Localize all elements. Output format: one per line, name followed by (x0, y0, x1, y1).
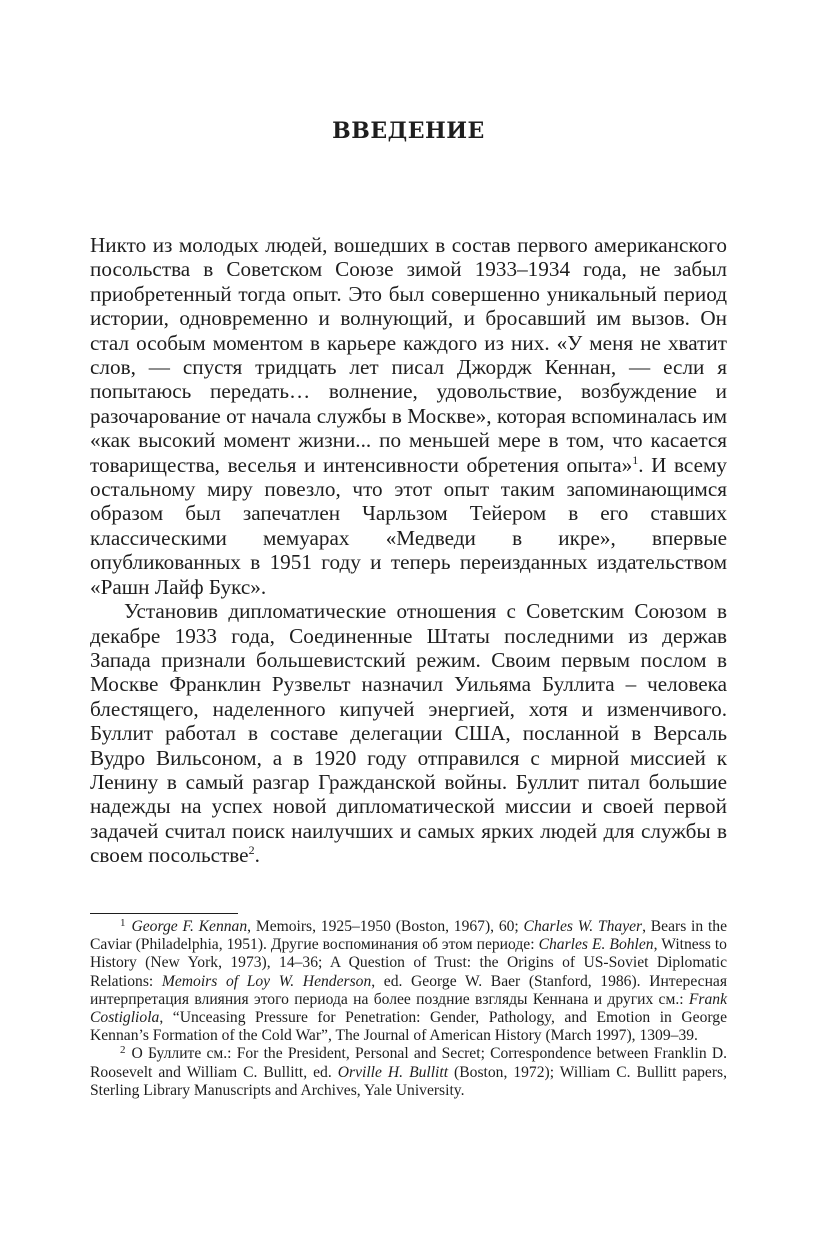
footnote-author: George F. Kennan (131, 918, 248, 935)
paragraph-2-text: Установив дипломатические отношения с Советским Союзом в декабре 1933 года, Соединенные Штаты последними из держав Запада признали большевистский режим. Своим первым послом в Москве Франклин Рузвельт назначил Уильяма Буллита – человека блестящего, наделенного кипучей энергией, хотя и изменчивого. Буллит работал в составе делегации США, посланной в Версаль Вудро Вильсоном, а в 1920 году отправился с мирной миссией к Ленину в самый разгар Гражданской войны. Буллит питал большие надежды на успех новой дипломатической миссии и своей первой задачей считал поиск наилучших и самых ярких людей для службы в своем посольстве (90, 599, 727, 868)
footnote-2-number: 2 (120, 1044, 126, 1057)
footnote-ref-1[interactable]: 1 (632, 452, 639, 467)
footnote-text: , Bears in the Caviar (Philadelphia, 1951). Другие воспоминания об этом периоде: (90, 918, 727, 954)
paragraph-1 (90, 233, 727, 599)
footnote-text: О Буллите см.: For the President, Personal and Secret; Correspondence between Franklin D. Roosevelt and William C. Bullitt, ed. (90, 1045, 727, 1081)
paragraph-2-text-end: . (254, 843, 260, 868)
body-text (90, 233, 727, 868)
footnote-text: (Boston, 1972); William C. Bullitt papers, Sterling Library Manuscripts and Archives, Yale University. (90, 1063, 727, 1099)
footnote-author: Charles E. Bohlen (538, 936, 654, 954)
footnote-text: , ed. George W. Baer (Stanford, 1986). Интересная интерпретация влияния этого периода на более поздние взгляды Кеннана и других см.: (90, 972, 728, 1008)
footnote-text: , “Unceasing Pressure for Penetration: Gender, Pathology, and Emotion in George Kennan’s Formation of the Cold War”, The Journal of American History (March 1997), 1309–39. (90, 1009, 727, 1045)
footnote-ref-2[interactable]: 2 (248, 843, 255, 858)
footnote-1-number: 1 (120, 917, 126, 929)
footnotes (90, 918, 727, 1100)
footnote-author: Charles W. Thayer (523, 918, 643, 935)
footnote-author: Orville H. Bullitt (337, 1063, 449, 1081)
book-page (90, 0, 727, 1241)
paragraph-1-text-cont: . И всему остальному миру повезло, что этот опыт таким запоминающимся образом был запечатлен Чарльзом Тейером в его ставших классическими мемуарах «Медведи в икре», впервые опубликованных в 1951 году и теперь переизданных издательством «Рашн Лайф Букс». (90, 452, 727, 599)
footnote-author: Frank Costigliola (90, 990, 727, 1027)
chapter-title: ВВЕДЕНИЕ (332, 118, 485, 144)
footnote-text: , Memoirs, 1925–1950 (Boston, 1967), 60; (247, 918, 524, 935)
footnote-title: Memoirs of Loy W. Henderson (161, 972, 372, 990)
footnote-text: , Witness to History (New York, 1973), 14–36; A Question of Trust: the Origins of US-Soviet Diplomatic Relations: (90, 936, 727, 990)
footnote-1 (90, 918, 727, 1045)
paragraph-1-text: Никто из молодых людей, вошедших в состав первого американского посольства в Советском Союзе зимой 1933–1934 года, не забыл приобретенный тогда опыт. Это был совершенно уникальный период истории, одновременно и волнующий, и бросавший им вызов. Он стал особым моментом в карьере каждого из них. «У меня не хватит слов, — спустя тридцать лет писал Джордж Кеннан, — если я попытаюсь передать… волнение, удовольствие, возбуждение и разочарование от начала службы в Москве», которая вспоминалась им «как высокий момент жизни... по меньшей мере в том, что касается товарищества, веселья и интенсивности обретения опыта» (90, 233, 727, 477)
paragraph-2 (90, 599, 727, 867)
footnote-2 (90, 1045, 727, 1100)
footnote-divider (90, 913, 238, 914)
